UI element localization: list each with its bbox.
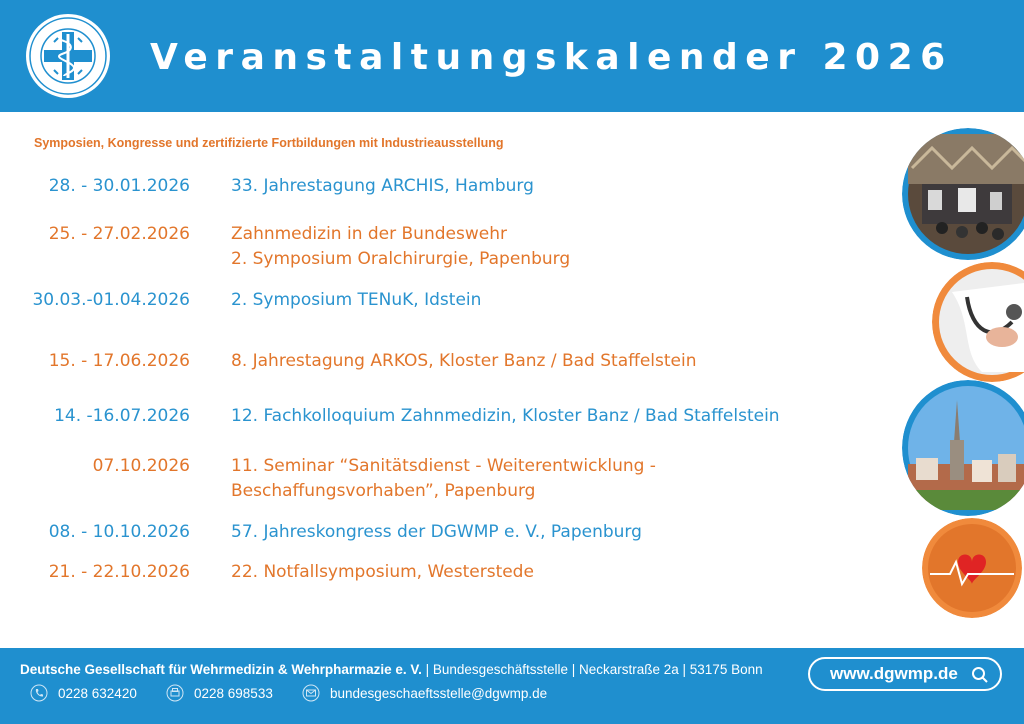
organization-name: Deutsche Gesellschaft für Wehrmedizin & Wehrpharmazie e. V. bbox=[20, 662, 422, 677]
fax-icon bbox=[166, 684, 184, 702]
event-date: 28. - 30.01.2026 bbox=[48, 176, 190, 196]
event-title bbox=[231, 454, 656, 504]
event-title bbox=[231, 222, 570, 272]
footer-address-line bbox=[20, 662, 763, 677]
event-title-line: 11. Seminar “Sanitätsdienst - Weiterentwicklung - bbox=[231, 456, 656, 476]
event-title: 57. Jahreskongress der DGWMP e. V., Papenburg bbox=[231, 522, 642, 542]
event-title-line: Beschaffungsvorhaben”, Papenburg bbox=[231, 481, 536, 501]
envelope-icon bbox=[302, 684, 320, 702]
fax-number: 0228 698533 bbox=[194, 685, 273, 701]
page-title: Veranstaltungskalender 2026 bbox=[150, 37, 953, 78]
event-title-line: 2. Symposium Oralchirurgie, Papenburg bbox=[231, 249, 571, 269]
event-date: 21. - 22.10.2026 bbox=[48, 562, 190, 582]
website-url[interactable]: www.dgwmp.de bbox=[830, 664, 958, 683]
event-title: 2. Symposium TENuK, Idstein bbox=[231, 290, 482, 310]
stethoscope-doctor-photo bbox=[932, 262, 1024, 382]
event-title: 33. Jahrestagung ARCHIS, Hamburg bbox=[231, 176, 534, 196]
event-title: 22. Notfallsymposium, Westerstede bbox=[231, 562, 534, 582]
event-date: 07.10.2026 bbox=[92, 456, 190, 476]
phone-number: 0228 632420 bbox=[58, 685, 137, 701]
email-address[interactable]: bundesgeschaeftsstelle@dgwmp.de bbox=[330, 685, 548, 701]
dgwmp-emblem-icon bbox=[24, 12, 112, 100]
footer-bar bbox=[0, 648, 1024, 724]
phone-icon bbox=[30, 684, 48, 702]
event-date: 15. - 17.06.2026 bbox=[48, 351, 190, 371]
event-title: 8. Jahrestagung ARKOS, Kloster Banz / Bad Staffelstein bbox=[231, 351, 697, 371]
header-bar bbox=[0, 0, 1024, 112]
event-title-line: Zahnmedizin in der Bundeswehr bbox=[231, 224, 507, 244]
exhibition-hall-photo bbox=[902, 128, 1024, 260]
event-date: 30.03.-01.04.2026 bbox=[32, 290, 190, 310]
event-date: 08. - 10.10.2026 bbox=[48, 522, 190, 542]
website-link[interactable] bbox=[808, 657, 1002, 691]
event-title: 12. Fachkolloquium Zahnmedizin, Kloster Banz / Bad Staffelstein bbox=[231, 406, 780, 426]
office-address: | Bundesgeschäftsstelle | Neckarstraße 2a | 53175 Bonn bbox=[421, 662, 763, 677]
ulm-cathedral-photo bbox=[902, 380, 1024, 516]
email-contact bbox=[302, 684, 547, 702]
fax-contact bbox=[166, 684, 273, 702]
event-date: 25. - 27.02.2026 bbox=[48, 224, 190, 244]
subtitle: Symposien, Kongresse und zertifizierte Fortbildungen mit Industrieausstellung bbox=[34, 136, 504, 150]
event-date: 14. -16.07.2026 bbox=[54, 406, 190, 426]
phone-contact bbox=[30, 684, 137, 702]
search-icon bbox=[970, 665, 990, 685]
heartbeat-heart-icon bbox=[922, 518, 1022, 618]
